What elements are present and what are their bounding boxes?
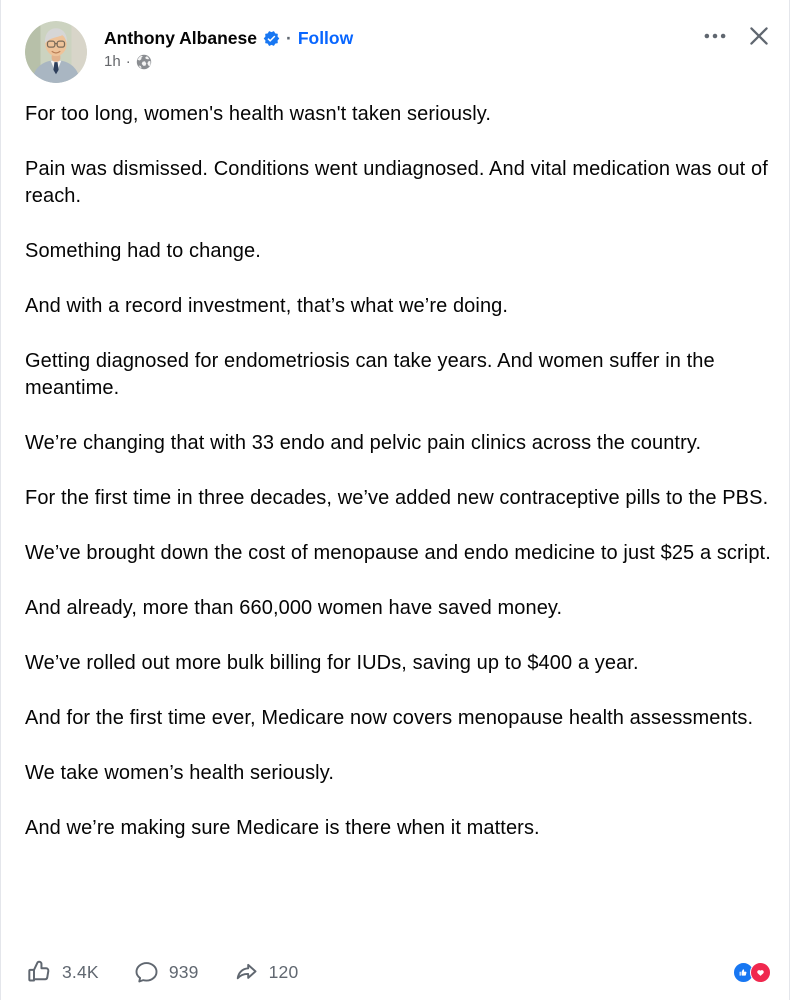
verified-badge-icon (263, 30, 280, 47)
ellipsis-icon (702, 23, 728, 49)
post-paragraph: Getting diagnosed for endometriosis can take years. And women suffer in the meantime. (25, 350, 715, 399)
page-name[interactable]: Anthony Albanese (104, 28, 257, 48)
reaction-summary[interactable] (733, 962, 771, 983)
post-paragraph: Something had to change. (25, 240, 261, 262)
thumbs-up-icon (25, 958, 53, 986)
post-paragraph: And with a record investment, that’s what we’re doing. (25, 295, 509, 317)
like-count: 3.4K (62, 961, 99, 982)
love-reaction-icon (750, 962, 771, 983)
like-button[interactable] (25, 958, 99, 986)
header-info (104, 21, 353, 71)
share-button[interactable] (233, 959, 299, 986)
share-count: 120 (268, 961, 299, 982)
close-button[interactable] (743, 20, 775, 52)
globe-icon (136, 54, 152, 70)
post-header (1, 0, 789, 83)
post-paragraph: And we’re making sure Medicare is there when it matters. (25, 817, 540, 839)
meta-separator: · (125, 53, 131, 70)
share-icon (233, 959, 260, 986)
post-paragraph: We’ve rolled out more bulk billing for IUDs, saving up to $400 a year. (25, 652, 639, 674)
post-paragraph: We’re changing that with 33 endo and pelvic pain clinics across the country. (25, 432, 702, 454)
avatar[interactable] (25, 21, 87, 83)
post-body (1, 83, 789, 842)
post-paragraph: For the first time in three decades, we’ve added new contraceptive pills to the PBS. (25, 487, 769, 509)
post-paragraph: For too long, women's health wasn't taken seriously. (25, 103, 492, 125)
post-paragraph: Pain was dismissed. Conditions went undiagnosed. And vital medication was out of reach. (25, 158, 768, 207)
post-paragraph: And already, more than 660,000 women have saved money. (25, 597, 563, 619)
avatar-portrait-image (25, 21, 87, 83)
post-paragraph: We take women’s health seriously. (25, 762, 335, 784)
name-follow-separator: · (285, 28, 292, 48)
post-paragraph: And for the first time ever, Medicare now covers menopause health assessments. (25, 707, 754, 729)
comment-button[interactable] (133, 959, 199, 986)
close-icon (745, 22, 773, 50)
post-meta-row (104, 52, 353, 71)
comment-icon (133, 959, 160, 986)
post-paragraph: We’ve brought down the cost of menopause and endo medicine to just $25 a script. (25, 542, 771, 564)
timestamp[interactable]: 1h (104, 53, 121, 70)
more-options-button[interactable] (699, 20, 731, 52)
post-action-bar (1, 950, 789, 1000)
comment-count: 939 (168, 961, 199, 982)
window-actions (699, 20, 775, 52)
name-row (104, 27, 353, 49)
follow-button[interactable]: Follow (297, 28, 354, 48)
